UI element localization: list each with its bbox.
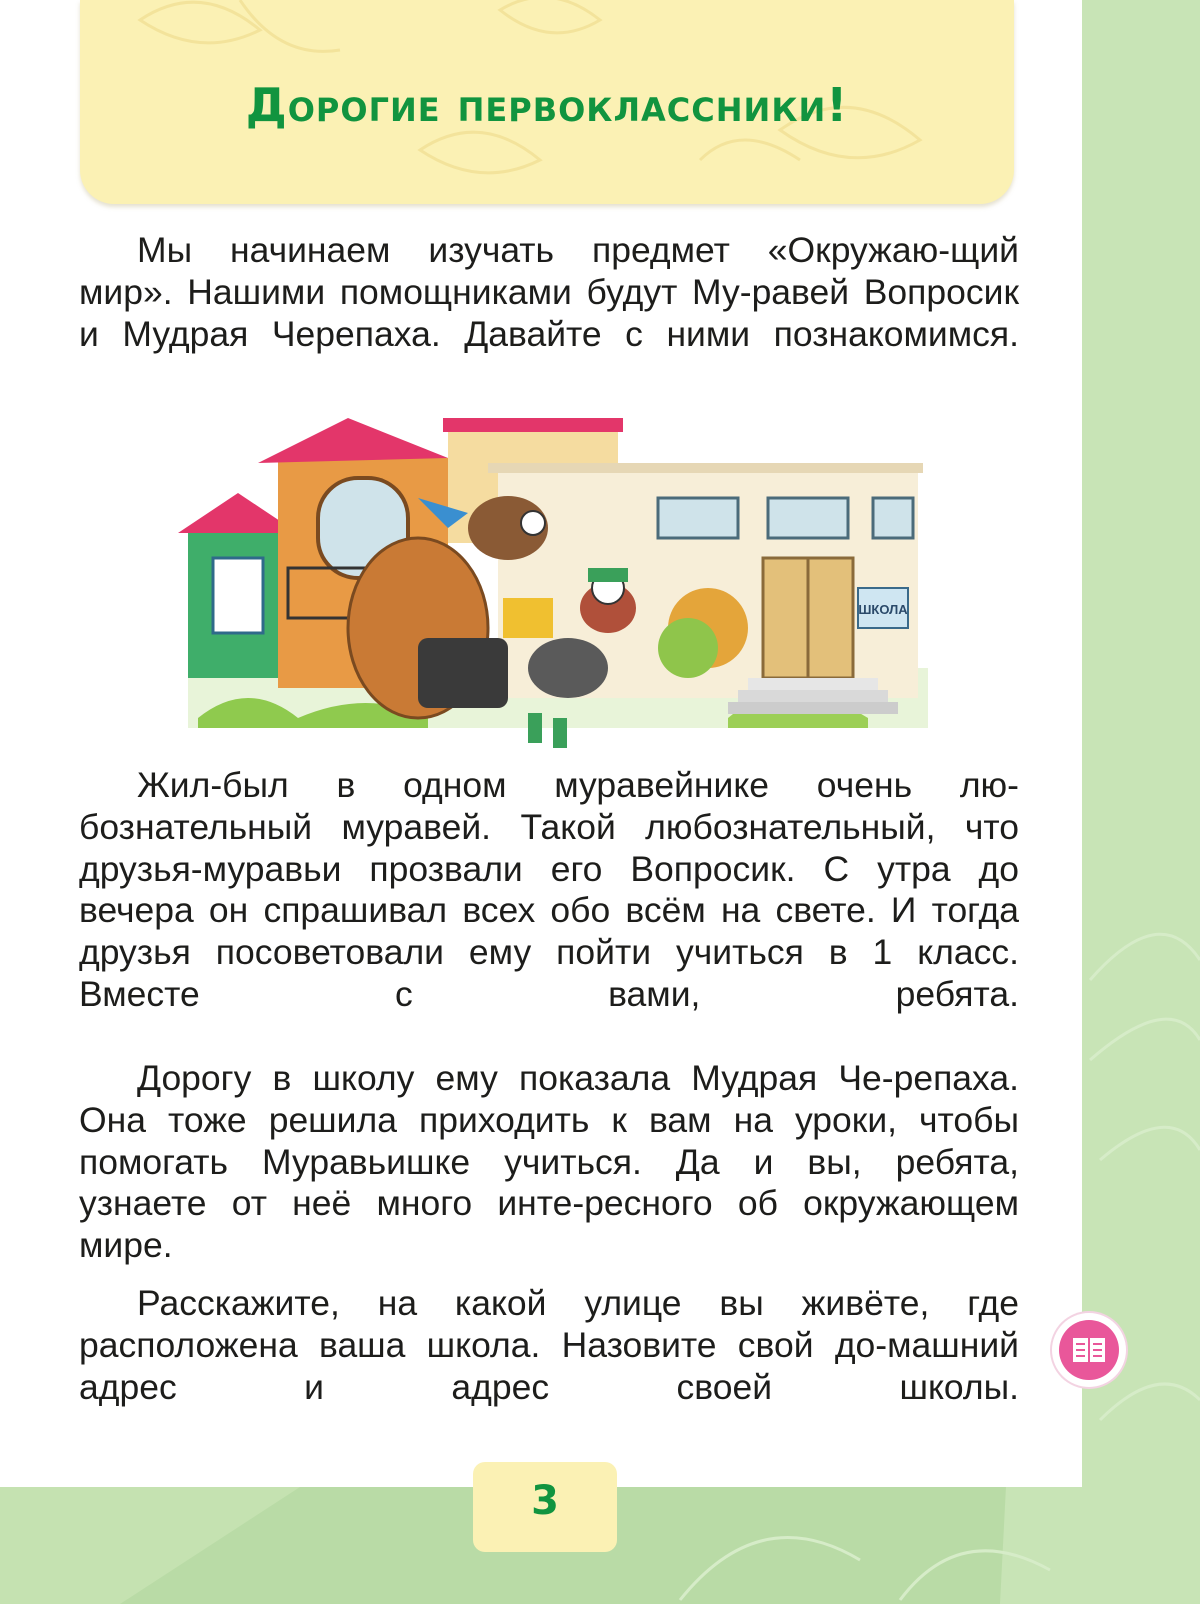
story-paragraph: Жил-был в одном муравейнике очень лю-бознательный муравей. Такой любознательный, что друзья-муравьи прозвали его Вопросик. С утра до вечера он спрашивал всех обо всём на свете. И тогда друзья посоветовали ему пойти учиться в 1 класс. Вместе с вами, ребята. xyxy=(79,765,1019,1014)
intro-paragraph: Мы начинаем изучать предмет «Окружаю-щий мир». Нашими помощниками будут Му-равей Вопросик и Мудрая Черепаха. Давайте с ними познакомимся. xyxy=(79,230,1019,354)
book-icon-circle xyxy=(1059,1320,1119,1380)
school-illustration xyxy=(168,418,932,768)
page-title: Дорогие первоклассники! xyxy=(245,78,849,132)
school-sign: ШКОЛА xyxy=(858,602,908,617)
book-icon xyxy=(1059,1320,1119,1380)
page-number-badge xyxy=(473,1462,617,1552)
task-paragraph: Расскажите, на какой улице вы живёте, где расположена ваша школа. Назовите свой до-машний адрес и адрес своей школы. xyxy=(79,1283,1019,1407)
turtle-paragraph: Дорогу в школу ему показала Мудрая Че-репаха. Она тоже решила приходить к вам на уроки, чтобы помогать Муравьишке учиться. Да и вы, ребята, узнаете от неё много инте-ресного об окружающем мире. xyxy=(79,1058,1019,1266)
book-button[interactable] xyxy=(1052,1313,1126,1387)
page-number: 3 xyxy=(531,1478,559,1524)
title-banner xyxy=(80,0,1014,204)
